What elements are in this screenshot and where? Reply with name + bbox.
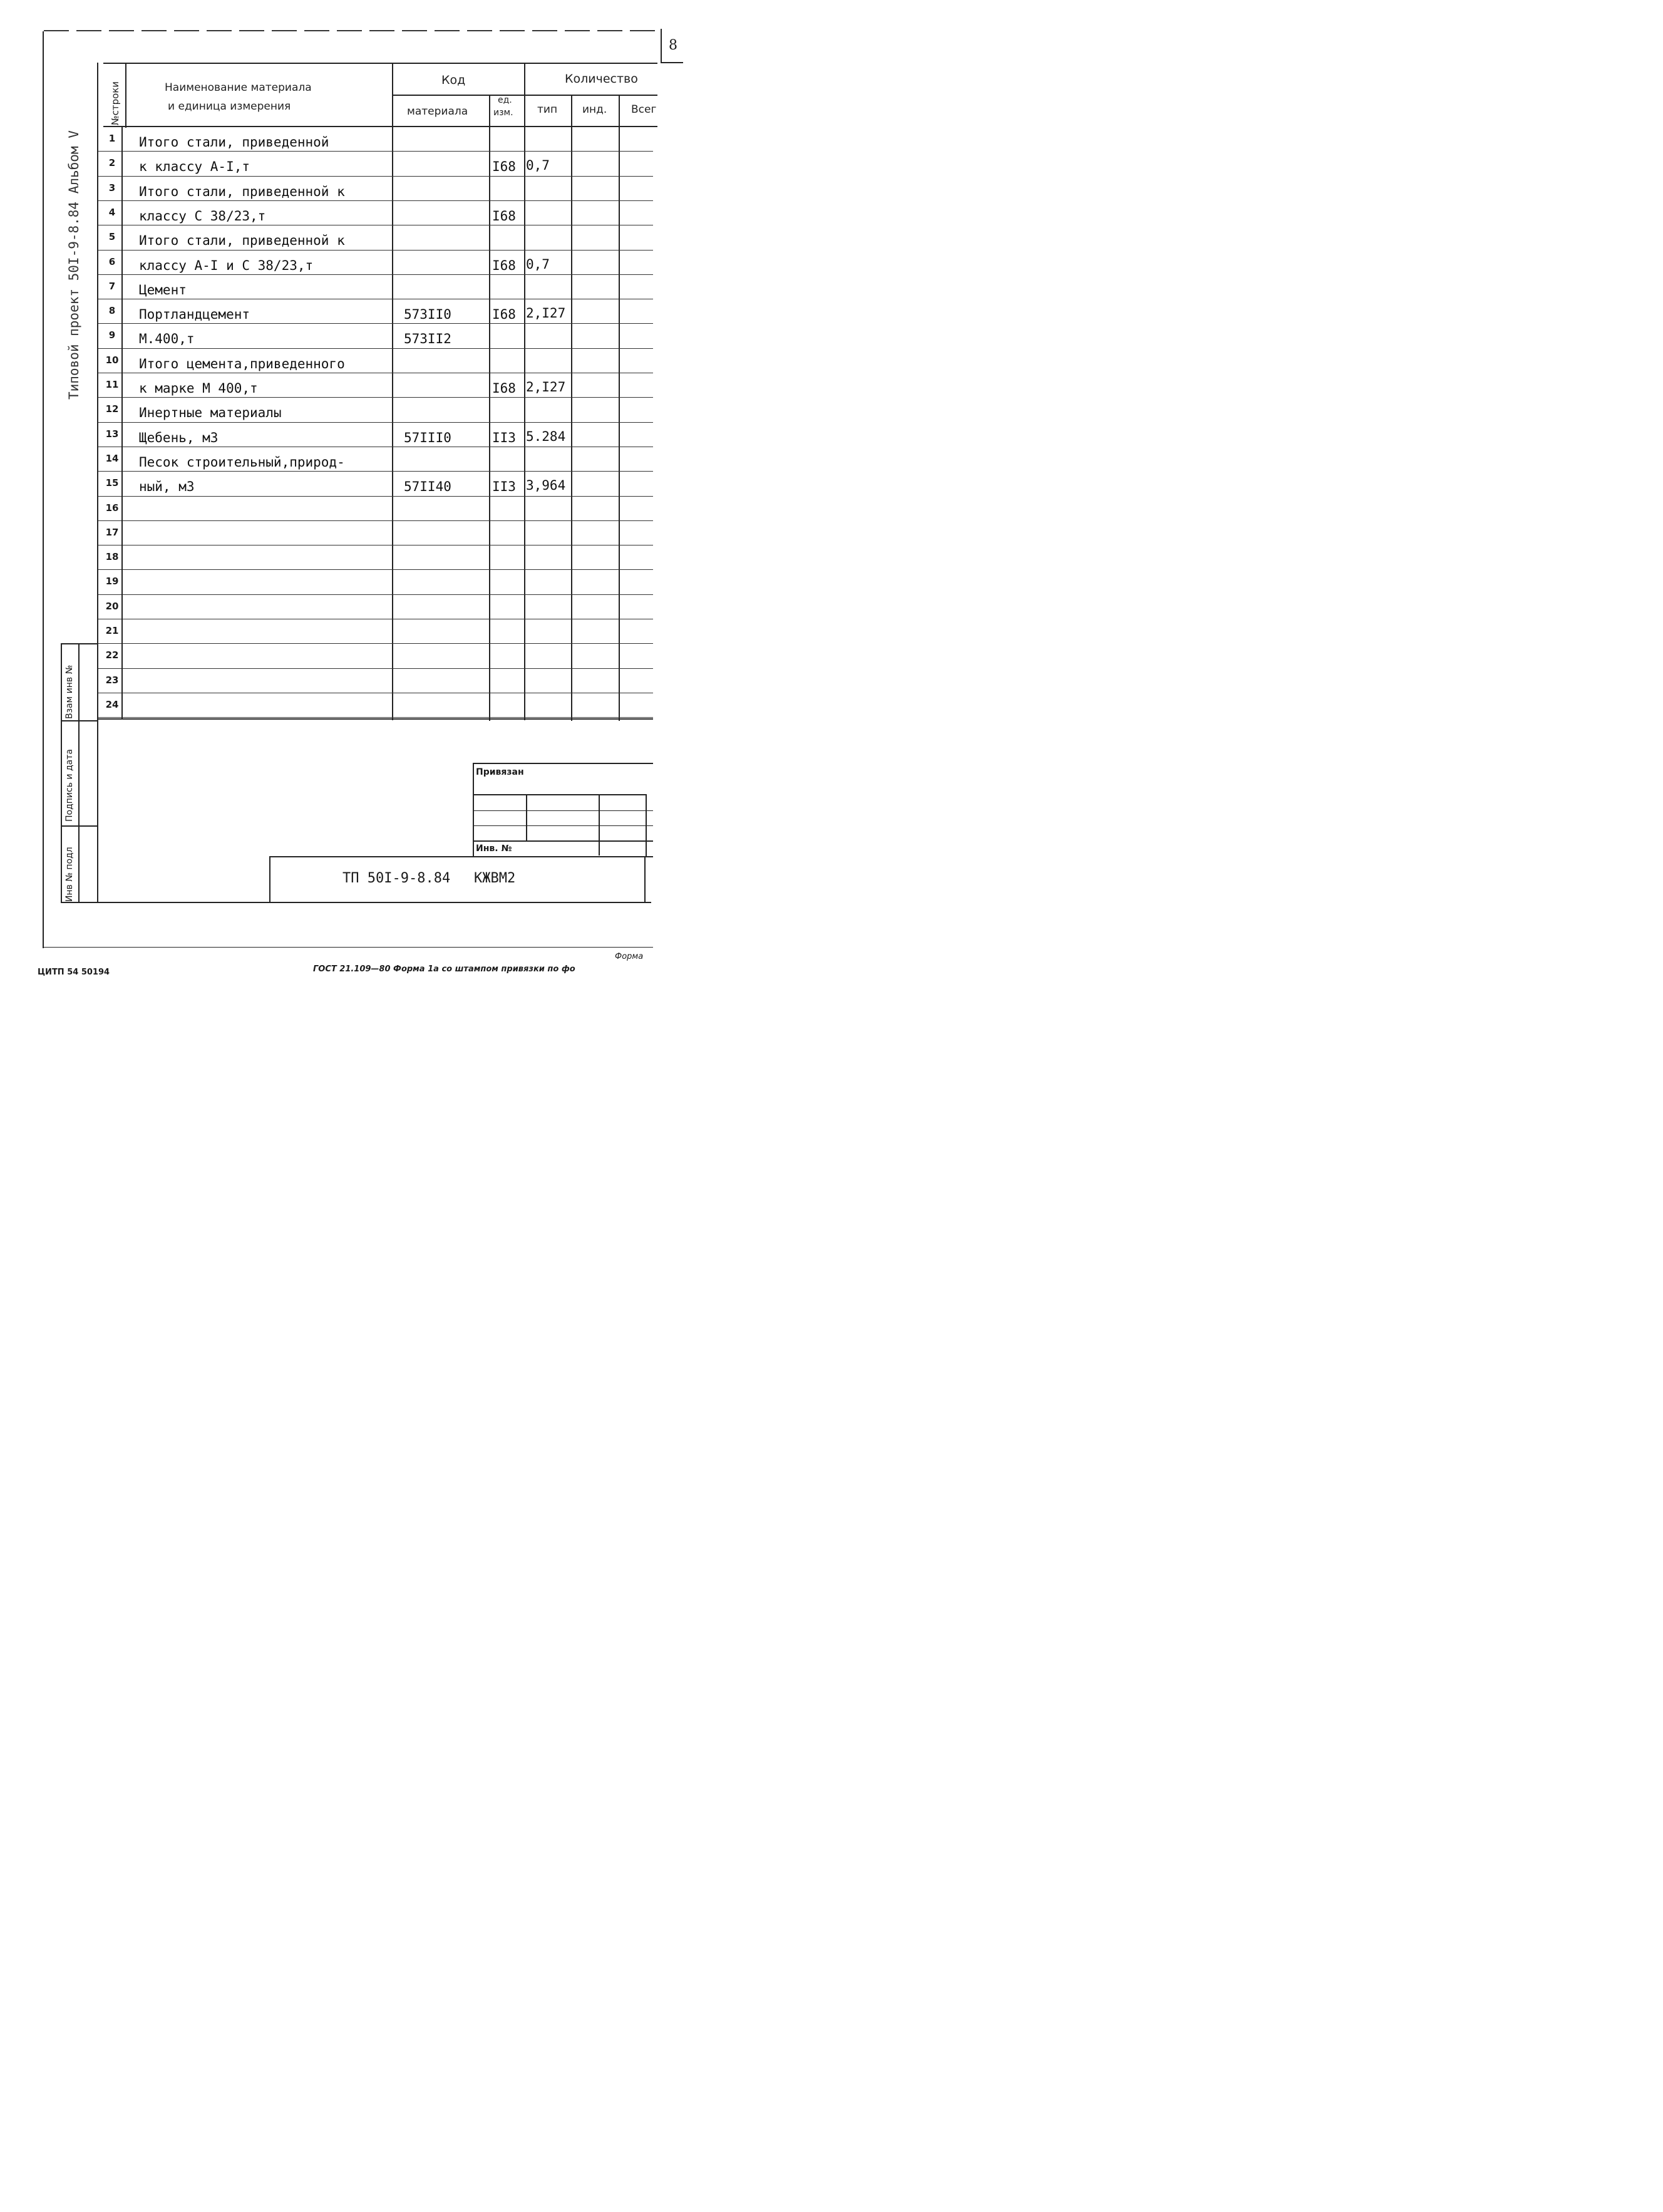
row-divider — [98, 668, 653, 669]
header-name-line1: Наименование материала — [165, 81, 312, 94]
table-bottom-border — [97, 718, 653, 720]
sheet-number: 8 — [669, 38, 677, 53]
label-vzam-inv: Взам инв № — [64, 664, 75, 719]
stamp-row-2 — [473, 810, 653, 811]
row-divider — [98, 200, 653, 201]
code-col-left — [392, 63, 393, 720]
row-name: Цемент — [139, 282, 187, 297]
table-top-border — [103, 63, 657, 64]
row-name: Портландцемент — [139, 307, 250, 323]
row-unit: I68 — [492, 381, 516, 396]
row-divider — [98, 397, 653, 398]
stamp-col-3 — [646, 794, 647, 857]
row-number: 13 — [105, 428, 119, 440]
row-name: Итого стали, приведенной к — [139, 233, 345, 249]
row-number: 24 — [105, 698, 119, 710]
row-divider — [98, 250, 653, 251]
row-divider — [98, 520, 653, 521]
row-number: 22 — [105, 649, 119, 661]
row-name: Инертные материалы — [139, 405, 282, 421]
stamp-row-4 — [473, 840, 653, 842]
row-number: 19 — [105, 576, 119, 587]
margin-line-1 — [61, 720, 98, 721]
row-name: Щебень, м3 — [139, 430, 219, 445]
row-unit: II3 — [492, 430, 516, 445]
stamp-privyazan: Привязан — [476, 767, 524, 777]
left-outer-border — [43, 31, 44, 948]
row-divider — [98, 176, 653, 177]
row-unit: I68 — [492, 257, 516, 273]
row-type: 3,964 — [526, 478, 566, 494]
row-name: ный, м3 — [139, 479, 195, 495]
row-number: 20 — [105, 600, 119, 612]
ind-col-right — [619, 95, 620, 721]
row-number: 2 — [108, 157, 116, 169]
row-divider — [98, 496, 653, 497]
row-name: Песок строительный,природ- — [139, 454, 345, 470]
row-code: 57II40 — [404, 479, 451, 495]
frame-bottom-line — [61, 902, 651, 903]
type-col-right — [571, 95, 572, 721]
sheet-box-bottom — [661, 62, 683, 63]
row-type: 2,I27 — [526, 380, 566, 395]
header-qty-ind: инд. — [582, 103, 607, 116]
row-divider — [98, 594, 653, 595]
header-unit-line2: изм. — [493, 108, 513, 118]
row-divider — [98, 643, 653, 644]
row-name: классу С 38/23,т — [139, 208, 266, 224]
row-unit: I68 — [492, 159, 516, 175]
label-inv-podl: Инв № подл — [64, 847, 75, 902]
title-block-right — [644, 856, 646, 903]
row-divider — [98, 323, 653, 324]
row-number: 4 — [108, 206, 116, 218]
title-block-left — [269, 856, 270, 903]
row-divider — [98, 471, 653, 472]
row-number: 6 — [108, 256, 116, 267]
stamp-col-2 — [599, 794, 600, 855]
row-number: 10 — [105, 354, 119, 366]
header-code: Код — [441, 73, 466, 87]
row-number-col-line — [121, 127, 123, 719]
unit-col-left — [489, 95, 490, 721]
row-code: 57III0 — [404, 430, 451, 445]
row-number: 17 — [105, 526, 119, 538]
row-number: 21 — [105, 625, 119, 636]
header-name-line2: и единица измерения — [168, 100, 291, 113]
row-number: 11 — [105, 379, 119, 390]
footer-center: ГОСТ 21.109—80 Форма 1а со штампом привязки по фо — [313, 964, 575, 974]
row-number: 8 — [108, 305, 116, 317]
row-number-col-right — [125, 63, 126, 128]
margin-line-2 — [61, 825, 98, 827]
header-qty-total: Всег — [631, 103, 657, 116]
table-left-border — [97, 63, 98, 903]
row-number: 9 — [108, 329, 116, 341]
stamp-inv-no: Инв. № — [476, 844, 512, 854]
row-number: 3 — [108, 182, 116, 194]
row-name: классу А-I и С 38/23,т — [139, 257, 314, 273]
header-bottom-border — [103, 126, 657, 127]
top-dashed-border — [44, 30, 661, 31]
row-number: 15 — [105, 477, 119, 489]
footer-forma: Форма — [615, 952, 644, 961]
stamp-row-3 — [473, 825, 653, 826]
stamp-col-1 — [526, 794, 527, 842]
row-number: 7 — [108, 280, 116, 292]
row-unit: I68 — [492, 208, 516, 224]
row-unit: II3 — [492, 479, 516, 495]
margin-top-line — [61, 643, 98, 644]
margin-col-left — [61, 644, 62, 903]
title-code: КЖВМ2 — [474, 871, 516, 886]
row-type: 5.284 — [526, 428, 566, 444]
row-type: 2,I27 — [526, 306, 566, 321]
row-name: Итого цемента,приведенного — [139, 356, 345, 371]
footer-left: ЦИТП 54 50194 — [38, 968, 110, 977]
row-name: к марке М 400,т — [139, 381, 258, 396]
row-name: Итого стали, приведенной — [139, 135, 329, 150]
row-number: 12 — [105, 403, 119, 415]
row-type: 0,7 — [526, 256, 550, 272]
header-mid-divider — [393, 95, 657, 96]
stamp-left — [473, 763, 474, 857]
row-number: 16 — [105, 502, 119, 514]
row-divider — [98, 422, 653, 423]
row-divider — [98, 274, 653, 275]
row-name: М.400,т — [139, 331, 195, 347]
row-unit: I68 — [492, 307, 516, 323]
row-number: 18 — [105, 551, 119, 563]
label-sign-date: Подпись и дата — [64, 749, 75, 822]
stamp-top — [473, 763, 653, 764]
row-divider — [98, 348, 653, 349]
row-number: 23 — [105, 674, 119, 686]
margin-col-right — [78, 644, 80, 903]
row-code: 573II0 — [404, 307, 451, 323]
bottom-outer-border — [43, 947, 653, 948]
row-code: 573II2 — [404, 331, 451, 347]
row-type: 0,7 — [526, 158, 550, 173]
row-number: 14 — [105, 452, 119, 464]
project-side-label: Типовой проект 50I-9-8.84 Альбом V — [66, 130, 81, 400]
stamp-row-1 — [473, 794, 647, 795]
row-number: 1 — [108, 133, 116, 144]
row-name: к классу А-I,т — [139, 159, 250, 175]
header-code-material: материала — [407, 105, 468, 118]
header-row-number: №строки — [110, 81, 121, 125]
row-name: Итого стали, приведенной к — [139, 183, 345, 199]
title-block-top — [269, 856, 653, 857]
header-qty-type: тип — [537, 103, 558, 116]
qty-col-left — [524, 63, 525, 720]
header-unit-line1: ед. — [498, 95, 512, 105]
header-quantity: Количество — [565, 72, 638, 86]
row-divider — [98, 151, 653, 152]
title-designation: ТП 50I-9-8.84 — [342, 871, 451, 886]
sheet-box-left — [661, 29, 662, 63]
row-divider — [98, 569, 653, 570]
row-number: 5 — [108, 231, 116, 243]
